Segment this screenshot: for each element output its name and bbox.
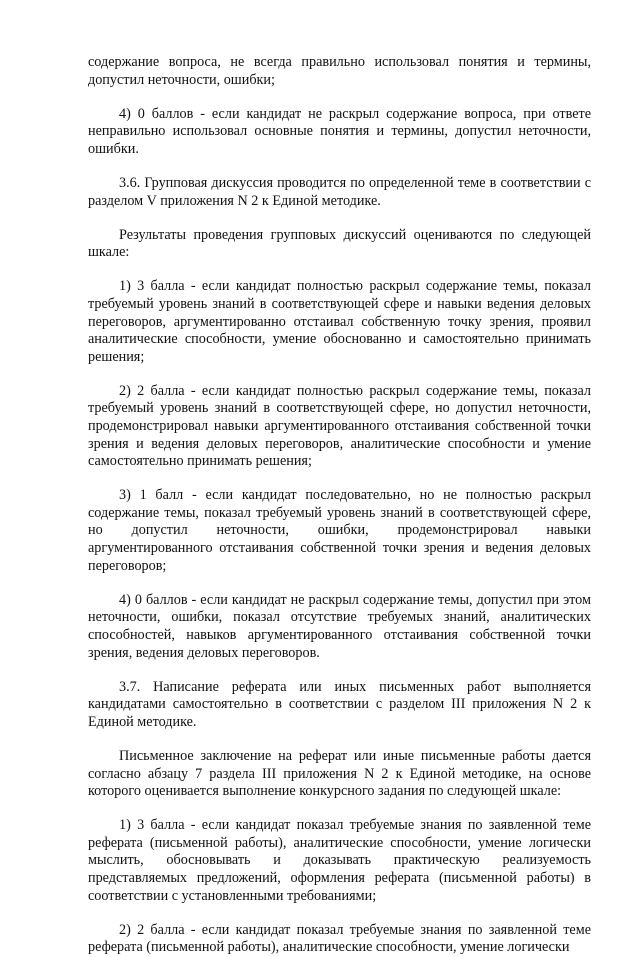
paragraph-discussion-three-points: 1) 3 балла - если кандидат полностью раскрыл содержание темы, показал требуемый уровень знаний в соответствующей сфере и навыки ведения деловых переговоров, аргументированно отстаивал собственную точку зрения, проявил аналитические способности, умение обоснованно и самостоятельно принимать решения; <box>88 278 591 365</box>
document-page <box>88 54 591 957</box>
paragraph-essay-three-points: 1) 3 балла - если кандидат показал требуемые знания по заявленной теме реферата (письменной работы), аналитические способности, умение логически мыслить, обосновывать и доказывать практическую реализуемость представляемых предложений, оформления реферата (письменной работы) в соответствии с установленными требованиями; <box>88 817 591 904</box>
paragraph-discussion-zero-points: 4) 0 баллов - если кандидат не раскрыл содержание темы, допустил при этом неточности, ошибки, показал отсутствие требуемых знаний, аналитических способностей, навыков аргументированного отстаивания собственной точки зрения, ведения деловых переговоров. <box>88 591 591 661</box>
paragraph-written-conclusion: Письменное заключение на реферат или иные письменные работы дается согласно абзацу 7 раздела III приложения N 2 к Единой методике, на основе которого оценивается выполнение конкурсного задания по следующей шкале: <box>88 747 591 800</box>
paragraph-section-3-6: 3.6. Групповая дискуссия проводится по определенной теме в соответствии с разделом V приложения N 2 к Единой методике. <box>88 174 591 209</box>
paragraph-discussion-two-points: 2) 2 балла - если кандидат полностью раскрыл содержание темы, показал требуемый уровень знаний в соответствующей сфере, но допустил неточности, продемонстрировал навыки аргументированного отстаивания собственной точки зрения и ведения деловых переговоров, аналитические способности и умение самостоятельно принимать решения; <box>88 382 591 470</box>
paragraph-question-zero-points: 4) 0 баллов - если кандидат не раскрыл содержание вопроса, при ответе неправильно использовал основные понятия и термины, допустил неточности, ошибки. <box>88 105 591 157</box>
paragraph-discussion-one-point: 3) 1 балл - если кандидат последовательно, но не полностью раскрыл содержание темы, показал требуемый уровень знаний в соответствующей сфере, но допустил неточности, ошибки, продемонстрировал навыки аргументированного отстаивания собственной точки зрения и ведения деловых переговоров; <box>88 487 591 574</box>
paragraph-essay-two-points: 2) 2 балла - если кандидат показал требуемые знания по заявленной теме реферата (письменной работы), аналитические способности, умение логически <box>88 921 591 956</box>
paragraph-section-3-7: 3.7. Написание реферата или иных письменных работ выполняется кандидатами самостоятельно в соответствии с разделом III приложения N 2 к Единой методике. <box>88 678 591 730</box>
paragraph-question-criteria-continuation: содержание вопроса, не всегда правильно использовал понятия и термины, допустил неточности, ошибки; <box>88 54 591 88</box>
paragraph-discussion-scale-intro: Результаты проведения групповых дискуссий оцениваются по следующей шкале: <box>88 226 591 261</box>
